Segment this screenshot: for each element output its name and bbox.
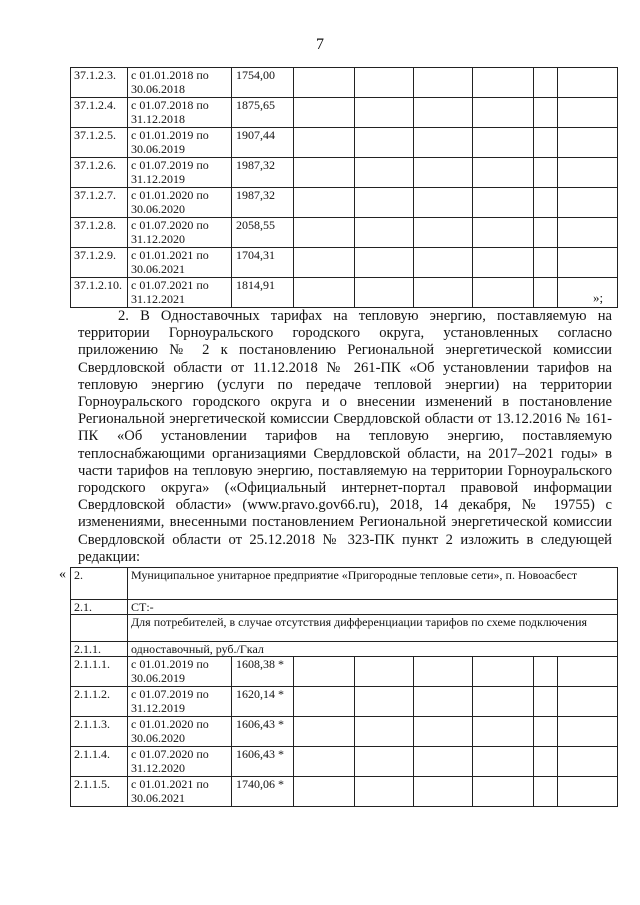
- tariff-value: 1606,43 *: [232, 747, 294, 777]
- tariff-value: 2058,55: [232, 218, 294, 248]
- empty-cell: [473, 68, 534, 98]
- period-start: с 01.07.2019 по: [131, 158, 209, 172]
- period-end: 31.12.2018: [131, 112, 185, 126]
- empty-cell: [534, 657, 558, 687]
- row-code: 2.1.1.3.: [71, 717, 128, 747]
- tariff-value: 1754,00: [232, 68, 294, 98]
- row-code: 2.1.1.: [71, 642, 128, 657]
- tariff-value: 1987,32: [232, 188, 294, 218]
- empty-cell: [294, 747, 355, 777]
- amendment-paragraph: 2. В Одноставочных тарифах на тепловую энергию, поставляемую на территории Горноуральского городского округа, установленных согласно приложению № 2 к постановлению Региональной энергетической комиссии Свердловской области от 11.12.2018 № 261-ПК «Об установлении тарифов на тепловую энергию (услуги по передаче тепловой энергии) на территории Горноуральского городского округа и о внесении изменений в постановление Региональной энергетической комиссии Свердловской области от 13.12.2016 № 161-ПК «Об установлении тарифов на тепловую энергию, поставляемую теплоснабжающими организациями Свердловской области, на 2017–2021 годы» в части тарифов на тепловую энергию, поставляемую на территории Горноуральского городского округа» («Официальный интернет-портал правовой информации Свердловской области» (www.pravo.gov66.ru), 2018, 14 декабря, № 19755) с изменениями, внесенными постановлением Региональной энергетической комиссии Свердловской области от 25.12.2018 № 323-ПК пункт 2 изложить в следующей редакции:: [78, 308, 612, 565]
- empty-cell: [473, 687, 534, 717]
- period-end: 31.12.2020: [131, 232, 185, 246]
- period-cell: [128, 248, 232, 278]
- empty-cell: [414, 158, 473, 188]
- empty-cell: [294, 158, 355, 188]
- empty-cell: [414, 278, 473, 308]
- row-code: 2.1.1.1.: [71, 657, 128, 687]
- period-end: 30.06.2020: [131, 202, 185, 216]
- table-row: [71, 128, 618, 158]
- period-cell: [128, 188, 232, 218]
- empty-cell: [294, 68, 355, 98]
- period-start: с 01.07.2018 по: [131, 98, 209, 112]
- table-row: [71, 98, 618, 128]
- table-row: [71, 747, 618, 777]
- tariff-value: 1907,44: [232, 128, 294, 158]
- tariff-table-new: [70, 567, 618, 807]
- unit-label: одноставочный, руб./Гкал: [128, 642, 618, 657]
- period-start: с 01.01.2021 по: [131, 777, 209, 791]
- table-row: [71, 248, 618, 278]
- period-start: с 01.01.2018 по: [131, 68, 209, 82]
- empty-cell: [414, 777, 473, 807]
- row-code: 37.1.2.3.: [71, 68, 128, 98]
- tariff-value: 1740,06 *: [232, 777, 294, 807]
- empty-cell: [558, 158, 618, 188]
- empty-cell: [355, 278, 414, 308]
- row-code: 37.1.2.7.: [71, 188, 128, 218]
- empty-cell: [534, 777, 558, 807]
- period-cell: [128, 218, 232, 248]
- empty-cell: [355, 717, 414, 747]
- period-start: с 01.07.2020 по: [131, 747, 209, 761]
- empty-cell: [473, 747, 534, 777]
- table-row-note: [71, 615, 618, 642]
- empty-cell: [534, 158, 558, 188]
- empty-cell: [558, 68, 618, 98]
- empty-cell: [558, 128, 618, 158]
- period-cell: [128, 278, 232, 308]
- organization-name: Муниципальное унитарное предприятие «Пригородные тепловые сети», п. Новоасбест: [128, 568, 618, 600]
- period-start: с 01.07.2021 по: [131, 278, 209, 292]
- empty-cell: [355, 128, 414, 158]
- empty-cell: [534, 98, 558, 128]
- period-end: 31.12.2019: [131, 701, 185, 715]
- empty-cell: [534, 687, 558, 717]
- empty-cell: [534, 218, 558, 248]
- period-start: с 01.01.2021 по: [131, 248, 209, 262]
- empty-cell: [355, 188, 414, 218]
- empty-cell: [355, 747, 414, 777]
- empty-cell: [414, 747, 473, 777]
- table-row-organization: [71, 568, 618, 600]
- page-number: 7: [316, 36, 324, 53]
- table-row: [71, 68, 618, 98]
- empty-cell: [534, 278, 558, 308]
- empty-cell: [473, 248, 534, 278]
- section-label: СТ:-: [128, 600, 618, 615]
- row-code: 2.: [71, 568, 128, 600]
- tariff-table-continued: [70, 67, 618, 308]
- empty-cell: [414, 188, 473, 218]
- period-end: 30.06.2019: [131, 142, 185, 156]
- period-start: с 01.07.2019 по: [131, 687, 209, 701]
- period-cell: [128, 98, 232, 128]
- period-cell: [128, 128, 232, 158]
- consumer-note: Для потребителей, в случае отсутствия дифференциации тарифов по схеме подключения: [128, 615, 618, 642]
- row-code: 37.1.2.5.: [71, 128, 128, 158]
- empty-cell: [355, 777, 414, 807]
- empty-cell: [534, 188, 558, 218]
- period-end: 30.06.2021: [131, 262, 185, 276]
- period-start: с 01.01.2020 по: [131, 717, 209, 731]
- period-end: 30.06.2020: [131, 731, 185, 745]
- period-start: с 01.01.2020 по: [131, 188, 209, 202]
- empty-cell: [534, 68, 558, 98]
- row-code-empty: [71, 615, 128, 642]
- empty-cell: [473, 218, 534, 248]
- empty-cell: [294, 717, 355, 747]
- row-code: 37.1.2.8.: [71, 218, 128, 248]
- period-cell: [128, 68, 232, 98]
- period-end: 30.06.2018: [131, 82, 185, 96]
- empty-cell: [558, 747, 618, 777]
- tariff-value: 1704,31: [232, 248, 294, 278]
- table-row: [71, 717, 618, 747]
- period-cell: [128, 777, 232, 807]
- tariff-value: 1814,91: [232, 278, 294, 308]
- table-row: [71, 188, 618, 218]
- empty-cell: [355, 98, 414, 128]
- table-row: [71, 657, 618, 687]
- table-row: [71, 777, 618, 807]
- row-code: 2.1.1.5.: [71, 777, 128, 807]
- empty-cell: [558, 188, 618, 218]
- empty-cell: [414, 717, 473, 747]
- empty-cell: [355, 657, 414, 687]
- period-start: с 01.07.2020 по: [131, 218, 209, 232]
- tariff-value: 1875,65: [232, 98, 294, 128]
- row-code: 37.1.2.9.: [71, 248, 128, 278]
- empty-cell: [473, 128, 534, 158]
- empty-cell: [414, 248, 473, 278]
- row-code: 2.1.: [71, 600, 128, 615]
- period-cell: [128, 657, 232, 687]
- table-row: [71, 687, 618, 717]
- empty-cell: [558, 717, 618, 747]
- empty-cell: [414, 128, 473, 158]
- tariff-value: 1608,38 *: [232, 657, 294, 687]
- empty-cell: [294, 128, 355, 158]
- period-end: 30.06.2021: [131, 791, 185, 805]
- period-cell: [128, 747, 232, 777]
- empty-cell: [558, 248, 618, 278]
- period-end: 31.12.2019: [131, 172, 185, 186]
- table-row-section: [71, 600, 618, 615]
- empty-cell: [473, 717, 534, 747]
- empty-cell: [294, 777, 355, 807]
- empty-cell: [414, 218, 473, 248]
- empty-cell: [473, 98, 534, 128]
- row-code: 2.1.1.2.: [71, 687, 128, 717]
- empty-cell: [294, 188, 355, 218]
- empty-cell: [414, 68, 473, 98]
- empty-cell: [355, 248, 414, 278]
- empty-cell: [355, 68, 414, 98]
- empty-cell: [534, 717, 558, 747]
- empty-cell: [294, 248, 355, 278]
- empty-cell: [294, 657, 355, 687]
- tariff-value: 1987,32: [232, 158, 294, 188]
- empty-cell: [558, 278, 618, 308]
- empty-cell: [534, 747, 558, 777]
- empty-cell: [558, 687, 618, 717]
- table-row-unit: [71, 642, 618, 657]
- table-row: [71, 158, 618, 188]
- empty-cell: [294, 687, 355, 717]
- empty-cell: [294, 218, 355, 248]
- row-code: 37.1.2.6.: [71, 158, 128, 188]
- tariff-value: 1606,43 *: [232, 717, 294, 747]
- period-start: с 01.01.2019 по: [131, 657, 209, 671]
- period-cell: [128, 717, 232, 747]
- empty-cell: [473, 188, 534, 218]
- empty-cell: [473, 657, 534, 687]
- empty-cell: [534, 248, 558, 278]
- table-closing-quote: »;: [593, 290, 604, 305]
- table-row: [71, 278, 618, 308]
- empty-cell: [473, 777, 534, 807]
- empty-cell: [414, 98, 473, 128]
- period-cell: [128, 158, 232, 188]
- empty-cell: [294, 278, 355, 308]
- empty-cell: [558, 777, 618, 807]
- period-cell: [128, 687, 232, 717]
- table-row: [71, 218, 618, 248]
- period-end: 31.12.2021: [131, 292, 185, 306]
- empty-cell: [414, 657, 473, 687]
- empty-cell: [558, 98, 618, 128]
- empty-cell: [294, 98, 355, 128]
- empty-cell: [355, 218, 414, 248]
- period-start: с 01.01.2019 по: [131, 128, 209, 142]
- empty-cell: [355, 158, 414, 188]
- tariff-value: 1620,14 *: [232, 687, 294, 717]
- row-code: 37.1.2.4.: [71, 98, 128, 128]
- empty-cell: [473, 158, 534, 188]
- period-end: 31.12.2020: [131, 761, 185, 775]
- empty-cell: [534, 128, 558, 158]
- empty-cell: [355, 687, 414, 717]
- period-end: 30.06.2019: [131, 671, 185, 685]
- empty-cell: [558, 218, 618, 248]
- empty-cell: [473, 278, 534, 308]
- row-code: 37.1.2.10.: [71, 278, 128, 308]
- empty-cell: [414, 687, 473, 717]
- table-opening-quote: «: [59, 567, 66, 582]
- empty-cell: [558, 657, 618, 687]
- row-code: 2.1.1.4.: [71, 747, 128, 777]
